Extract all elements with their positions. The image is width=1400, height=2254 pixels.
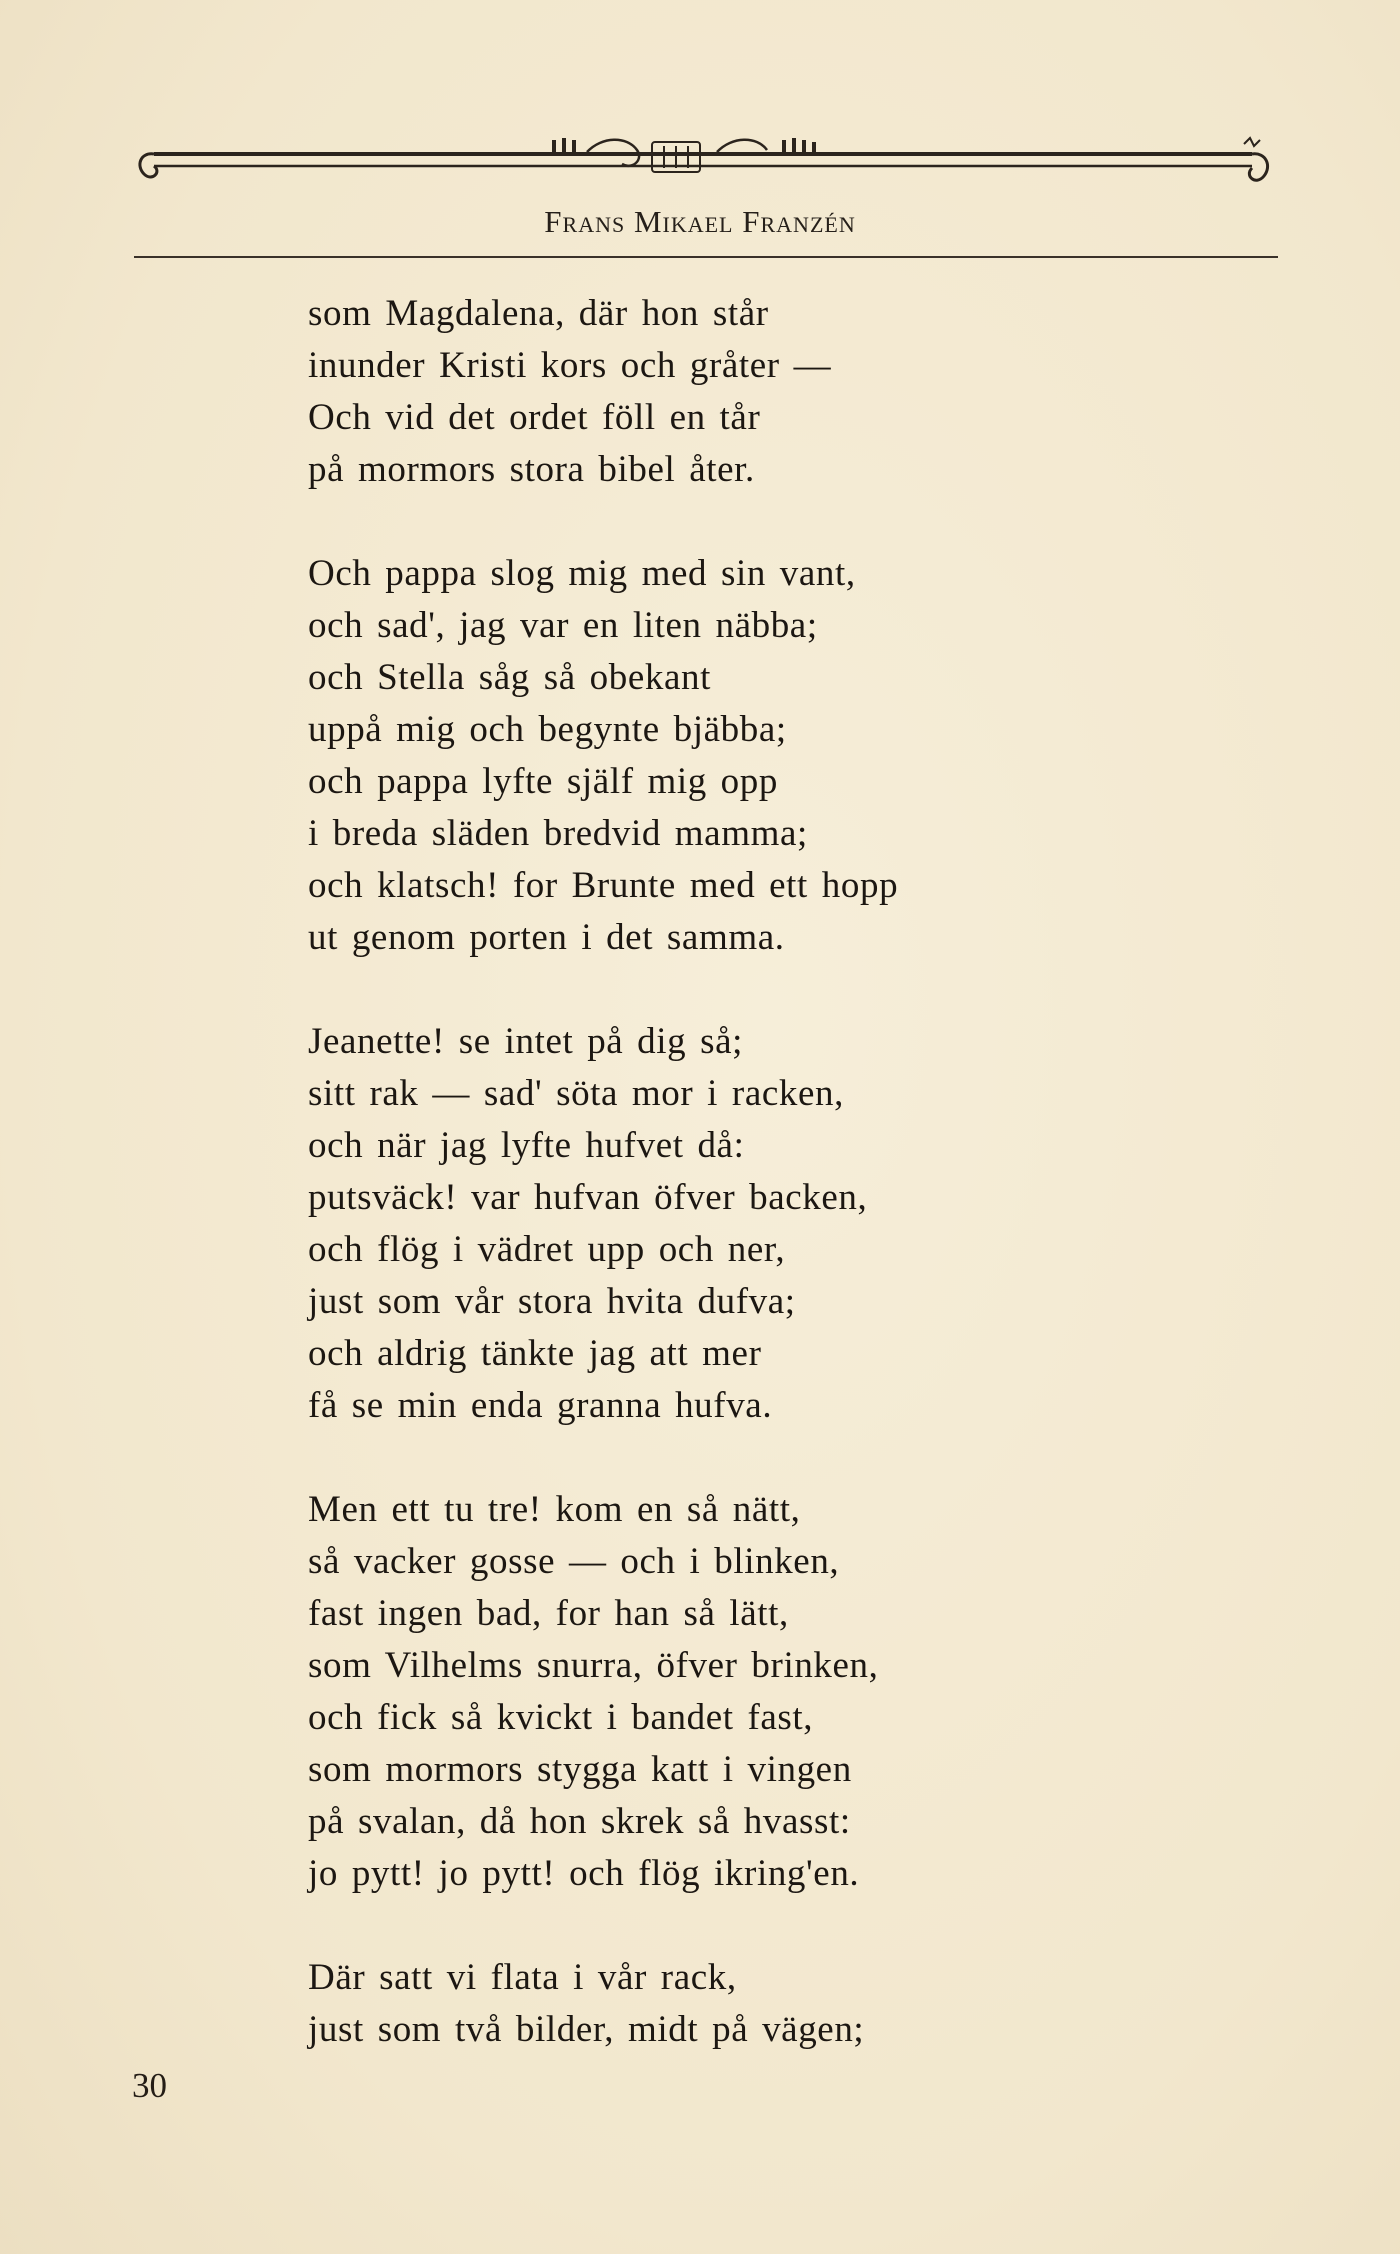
poem-line: på mormors stora bibel åter. xyxy=(308,449,755,490)
poem-line: inunder Kristi kors och gråter — xyxy=(308,345,832,386)
poem-line: Där satt vi flata i vår rack, xyxy=(308,1957,737,1998)
stanza-1 xyxy=(308,288,1208,496)
stanza-2 xyxy=(308,548,1208,964)
poem-line: Jeanette! se intet på dig så; xyxy=(308,1021,744,1062)
poem-line: och aldrig tänkte jag att mer xyxy=(308,1333,762,1374)
poem-line: och pappa lyfte själf mig opp xyxy=(308,761,778,802)
stanza-5 xyxy=(308,1952,1208,2056)
poem-line: få se min enda granna hufva. xyxy=(308,1385,773,1426)
poem-line: och klatsch! for Brunte med ett hopp xyxy=(308,865,899,906)
poem-line: och Stella såg så obekant xyxy=(308,657,711,698)
poem-line: just som två bilder, midt på vägen; xyxy=(308,2009,865,2050)
poem-line: uppå mig och begynte bjäbba; xyxy=(308,709,787,750)
poem-line: Och pappa slog mig med sin vant, xyxy=(308,553,856,594)
poem-body xyxy=(308,288,1208,2056)
author-name: Frans Mikael Franzén xyxy=(544,204,856,239)
poem-line: fast ingen bad, for han så lätt, xyxy=(308,1593,789,1634)
poem-line: som Vilhelms snurra, öfver brinken, xyxy=(308,1645,879,1686)
stanza-4 xyxy=(308,1484,1208,1900)
poem-line: i breda släden bredvid mamma; xyxy=(308,813,808,854)
poem-line: just som vår stora hvita dufva; xyxy=(308,1281,796,1322)
poem-line: jo pytt! jo pytt! och flög ikring'en. xyxy=(308,1853,860,1894)
poem-line: ut genom porten i det samma. xyxy=(308,917,785,958)
poem-line: och sad', jag var en liten näbba; xyxy=(308,605,818,646)
poem-line: och fick så kvickt i bandet fast, xyxy=(308,1697,814,1738)
running-head-author xyxy=(0,204,1400,240)
poem-line: sitt rak — sad' söta mor i racken, xyxy=(308,1073,844,1114)
poem-line: på svalan, då hon skrek så hvasst: xyxy=(308,1801,851,1842)
poem-line: som Magdalena, där hon står xyxy=(308,293,769,334)
poem-line: Och vid det ordet föll en tår xyxy=(308,397,761,438)
ornamental-header-rule xyxy=(132,136,1278,198)
page-number: 30 xyxy=(132,2066,167,2105)
poem-line: så vacker gosse — och i blinken, xyxy=(308,1541,840,1582)
poem-line: putsväck! var hufvan öfver backen, xyxy=(308,1177,868,1218)
poem-line: Men ett tu tre! kom en så nätt, xyxy=(308,1489,801,1530)
header-divider xyxy=(134,256,1278,258)
poem-line: och flög i vädret upp och ner, xyxy=(308,1229,786,1270)
poem-line: och när jag lyfte hufvet då: xyxy=(308,1125,745,1166)
stanza-3 xyxy=(308,1016,1208,1432)
poem-line: som mormors stygga katt i vingen xyxy=(308,1749,852,1790)
